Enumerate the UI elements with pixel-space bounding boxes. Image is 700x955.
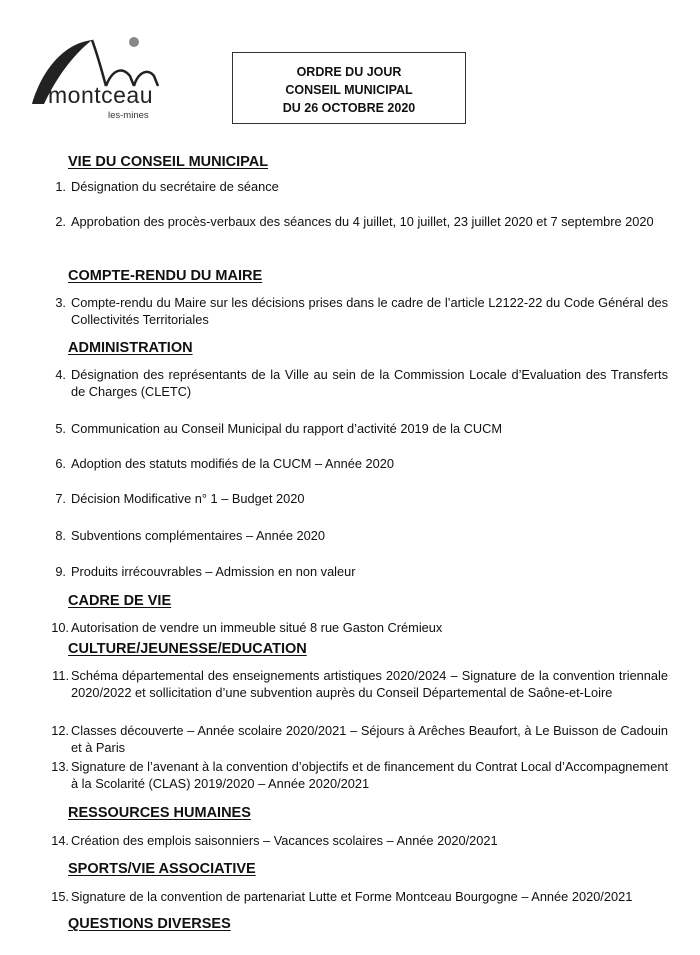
item-number: 1.: [55, 179, 66, 194]
item-number: 5.: [55, 421, 66, 436]
item-number: 9.: [55, 564, 66, 579]
section-heading-vie-conseil: VIE DU CONSEIL MUNICIPAL: [68, 154, 269, 170]
title-line-3: DU 26 OCTOBRE 2020: [282, 101, 416, 115]
section-heading-sports: SPORTS/VIE ASSOCIATIVE: [68, 861, 256, 877]
item-number: 11.: [52, 668, 69, 683]
section-heading-ressources: RESSOURCES HUMAINES: [68, 805, 251, 821]
city-logo: [22, 26, 182, 126]
item-text: Adoption des statuts modifiés de la CUCM – Année 2020: [71, 456, 394, 471]
item-text: Autorisation de vendre un immeuble situé 8 rue Gaston Crémieux: [71, 620, 443, 635]
item-text: Classes découverte – Année scolaire 2020/2021 – Séjours à Arêches Beaufort, à Le Buisson de Cadouin et à Paris: [71, 723, 668, 755]
title-line-1: ORDRE DU JOUR: [296, 65, 402, 79]
logo-subtitle: les-mines: [108, 110, 149, 121]
item-text: Signature de la convention de partenariat Lutte et Forme Montceau Bourgogne – Année 2020/2021: [71, 889, 633, 904]
item-text: Approbation des procès-verbaux des séances du 4 juillet, 10 juillet, 23 juillet 2020 et 7 septembre 2020: [71, 214, 654, 229]
item-text: Décision Modificative n° 1 – Budget 2020: [71, 491, 305, 506]
item-text: Communication au Conseil Municipal du rapport d’activité 2019 de la CUCM: [71, 421, 503, 436]
item-text: Schéma départemental des enseignements artistiques 2020/2024 – Signature de la convention triennale 2020/2022 et sollicitation d’une subvention auprès du Conseil Départemental de Saône-et-Loire: [71, 668, 668, 700]
item-number: 7.: [55, 491, 66, 506]
item-number: 12.: [51, 723, 69, 738]
item-number: 15.: [51, 889, 69, 904]
item-number: 6.: [55, 456, 66, 471]
section-heading-culture: CULTURE/JEUNESSE/EDUCATION: [68, 641, 307, 657]
item-text: Produits irrécouvrables – Admission en non valeur: [71, 564, 356, 579]
item-number: 3.: [55, 295, 66, 310]
item-text: Création des emplois saisonniers – Vacances scolaires – Année 2020/2021: [71, 833, 498, 848]
logo-name: montceau: [48, 82, 154, 108]
item-text: Désignation des représentants de la Ville au sein de la Commission Locale d’Evaluation des Transferts de Charges (CLETC): [71, 367, 668, 399]
item-number: 13.: [51, 759, 69, 774]
title-box: [232, 52, 466, 124]
section-heading-compte-rendu: COMPTE-RENDU DU MAIRE: [68, 268, 263, 284]
item-number: 8.: [55, 528, 66, 543]
item-number: 2.: [55, 214, 66, 229]
section-heading-questions: QUESTIONS DIVERSES: [68, 916, 231, 932]
item-number: 14.: [51, 833, 69, 848]
section-heading-cadre-vie: CADRE DE VIE: [68, 593, 172, 609]
section-heading-administration: ADMINISTRATION: [68, 340, 193, 356]
item-text: Désignation du secrétaire de séance: [71, 179, 279, 194]
logo-swoosh-icon: [22, 26, 182, 126]
item-text: Compte-rendu du Maire sur les décisions prises dans le cadre de l’article L2122-22 du Code Général des Collectivités Territoriales: [71, 295, 668, 327]
item-number: 4.: [55, 367, 66, 382]
item-number: 10.: [51, 620, 69, 635]
item-text: Signature de l’avenant à la convention d’objectifs et de financement du Contrat Local d’Accompagnement à la Scolarité (CLAS) 2019/2020 – Année 2020/2021: [71, 759, 668, 791]
title-line-2: CONSEIL MUNICIPAL: [285, 83, 413, 97]
item-text: Subventions complémentaires – Année 2020: [71, 528, 325, 543]
